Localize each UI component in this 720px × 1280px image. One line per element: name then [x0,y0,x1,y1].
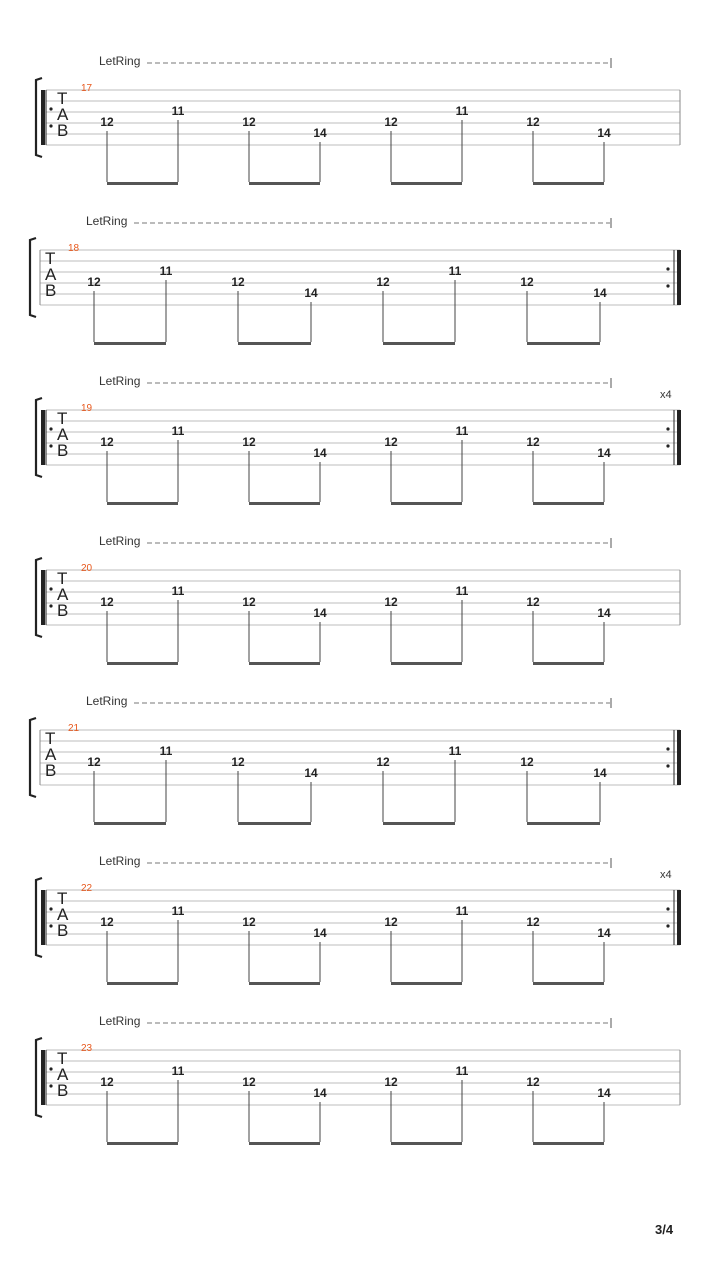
repeat-dot [49,1084,52,1087]
fret-number: 14 [593,286,607,300]
fret-number: 12 [520,275,534,289]
tab-letter: T [57,409,68,428]
tab-letter: T [57,89,68,108]
fret-number: 12 [242,435,256,449]
let-ring-label: LetRing [99,374,141,388]
measure-number: 19 [81,403,93,414]
fret-number: 14 [597,926,611,940]
let-ring-label: LetRing [86,214,128,228]
fret-number: 12 [87,275,101,289]
fret-number: 11 [171,424,185,438]
fret-number: 12 [384,915,398,929]
fret-number: 12 [100,435,114,449]
note-beam [391,1142,462,1145]
measure-number: 21 [68,723,80,734]
note-beam [107,1142,178,1145]
fret-number: 12 [242,1075,256,1089]
tab-letter: A [57,105,69,124]
fret-number: 11 [171,104,185,118]
fret-number: 14 [597,606,611,620]
fret-number: 12 [526,435,540,449]
fret-number: 14 [313,446,327,460]
fret-number: 14 [313,1086,327,1100]
repeat-dot [49,1067,52,1070]
tab-letter: T [57,569,68,588]
tab-letter: B [57,601,69,620]
fret-number: 12 [520,755,534,769]
page-number: 3/4 [655,1222,674,1237]
tab-letter: B [57,921,69,940]
fret-number: 12 [100,915,114,929]
measure-number: 18 [68,243,80,254]
fret-number: 14 [313,926,327,940]
fret-number: 11 [159,744,173,758]
tab-letter: T [45,249,56,268]
tab-letter: T [57,889,68,908]
fret-number: 12 [384,435,398,449]
tab-letter: T [57,1049,68,1068]
let-ring-label: LetRing [99,534,141,548]
fret-number: 14 [597,446,611,460]
fret-number: 12 [87,755,101,769]
tab-letter: A [57,425,69,444]
fret-number: 12 [384,1075,398,1089]
tab-letter: B [57,441,69,460]
repeat-start-thick [41,1050,45,1105]
fret-number: 11 [171,584,185,598]
fret-number: 11 [455,584,469,598]
let-ring-label: LetRing [99,1014,141,1028]
fret-number: 12 [100,115,114,129]
tab-letter: B [45,281,57,300]
fret-number: 14 [304,766,318,780]
measure-number: 23 [81,1043,93,1054]
tab-letter: A [57,585,69,604]
let-ring-label: LetRing [99,854,141,868]
note-beam [249,1142,320,1145]
fret-number: 11 [455,104,469,118]
fret-number: 11 [171,904,185,918]
tab-letter: A [57,905,69,924]
fret-number: 12 [231,755,245,769]
note-beam [533,1142,604,1145]
fret-number: 12 [376,755,390,769]
measure-number: 20 [81,563,93,574]
tab-letter: A [45,265,57,284]
fret-number: 11 [448,264,462,278]
fret-number: 12 [100,1075,114,1089]
fret-number: 14 [597,126,611,140]
fret-number: 11 [171,1064,185,1078]
fret-number: 12 [231,275,245,289]
fret-number: 14 [304,286,318,300]
fret-number: 12 [242,595,256,609]
fret-number: 12 [526,115,540,129]
fret-number: 12 [526,915,540,929]
fret-number: 12 [526,595,540,609]
fret-number: 14 [313,606,327,620]
fret-number: 12 [242,115,256,129]
tab-letter: T [45,729,56,748]
fret-number: 11 [455,904,469,918]
repeat-count: x4 [660,389,672,401]
fret-number: 14 [313,126,327,140]
fret-number: 11 [159,264,173,278]
fret-number: 12 [384,595,398,609]
tab-letter: B [57,121,69,140]
fret-number: 12 [526,1075,540,1089]
let-ring-label: LetRing [86,694,128,708]
fret-number: 14 [593,766,607,780]
repeat-count: x4 [660,869,672,881]
fret-number: 11 [455,424,469,438]
tab-letter: B [45,761,57,780]
fret-number: 12 [100,595,114,609]
measure-number: 17 [81,83,93,94]
let-ring-label: LetRing [99,54,141,68]
fret-number: 12 [384,115,398,129]
fret-number: 12 [242,915,256,929]
fret-number: 11 [448,744,462,758]
fret-number: 12 [376,275,390,289]
tab-letter: A [45,745,57,764]
measure-number: 22 [81,883,93,894]
tab-letter: A [57,1065,69,1084]
tab-letter: B [57,1081,69,1100]
fret-number: 14 [597,1086,611,1100]
fret-number: 11 [455,1064,469,1078]
